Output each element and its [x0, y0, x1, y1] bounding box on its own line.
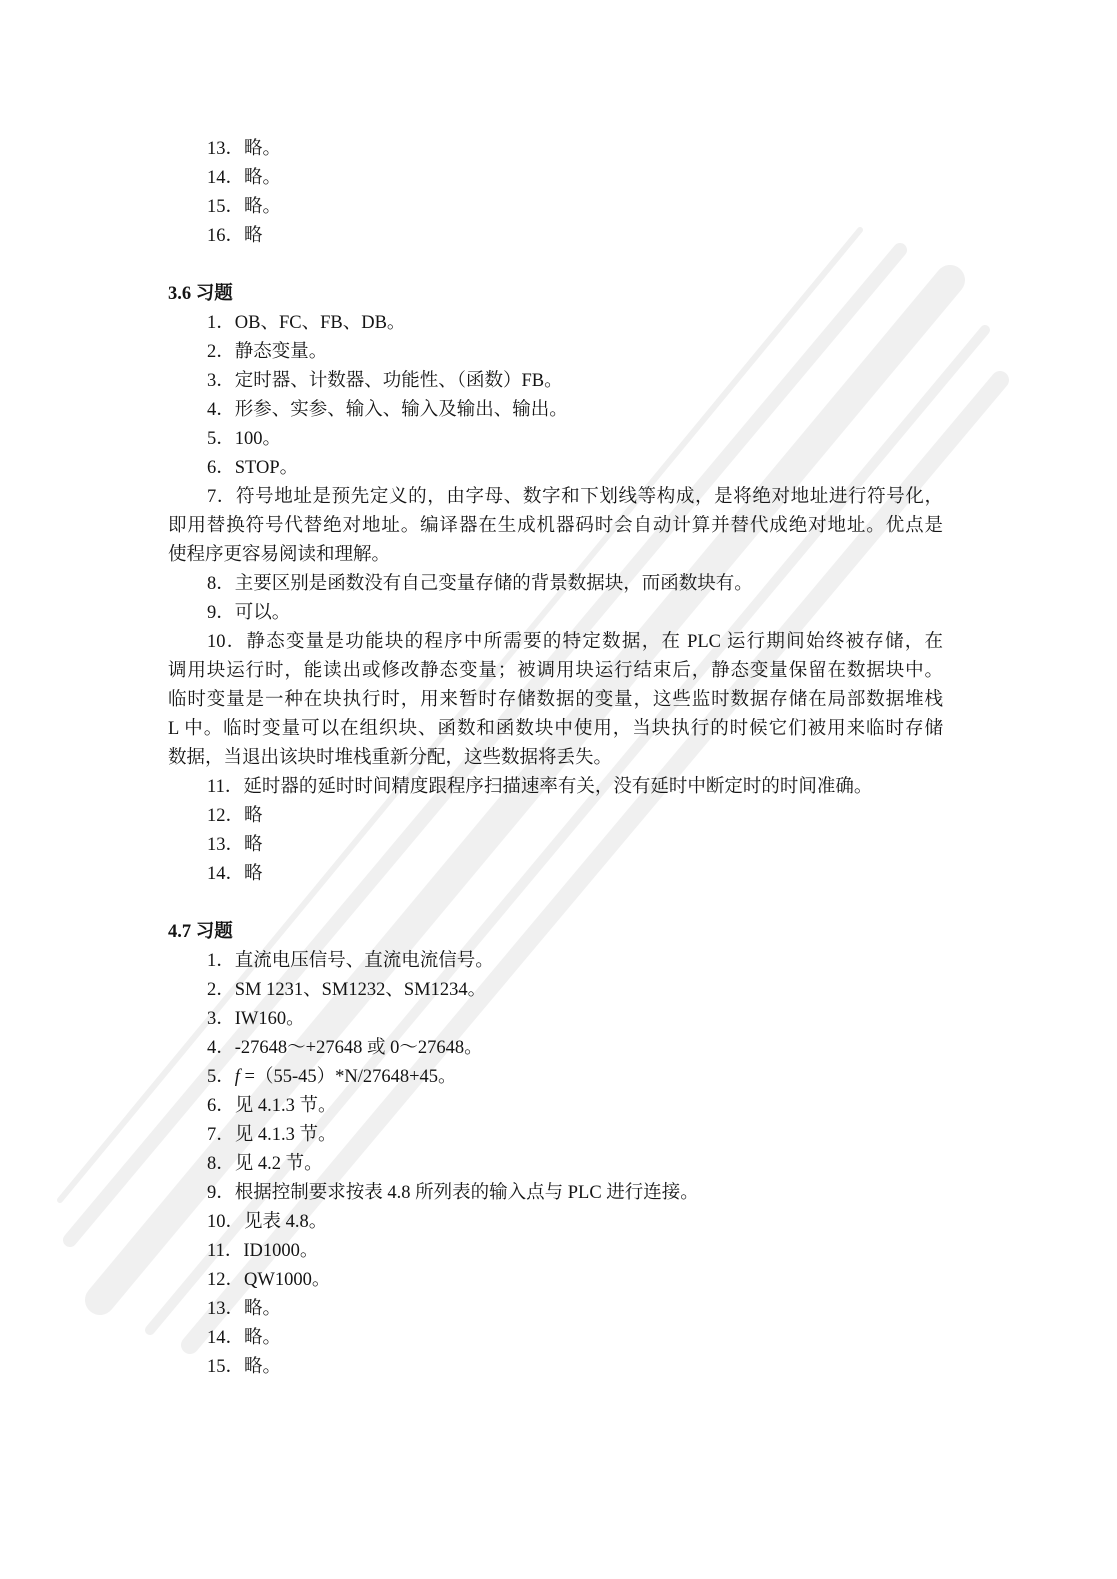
answer-line: L 中。临时变量可以在组织块、函数和函数块中使用，当块执行的时候它们被用来临时存储	[168, 719, 943, 739]
answer-line: 11．ID1000。	[207, 1241, 319, 1261]
answer-item	[168, 425, 943, 454]
answer-item	[168, 947, 943, 976]
answer-item	[168, 1266, 943, 1295]
answer-item	[168, 976, 943, 1005]
answer-line: 4．-27648～+27648 或 0～27648。	[207, 1038, 483, 1058]
answer-line: 14．略	[207, 864, 263, 884]
section-heading: 4.7 习题	[168, 922, 233, 942]
answer-line: 13．略。	[207, 139, 282, 159]
answer-item	[168, 1150, 943, 1179]
answer-item	[168, 1324, 943, 1353]
answer-line: 12．QW1000。	[207, 1270, 331, 1290]
answer-line: 9．可以。	[207, 603, 291, 623]
answer-line: 5．100。	[207, 429, 282, 449]
answer-item	[168, 483, 943, 570]
answer-line: 15．略。	[207, 1357, 282, 1377]
answer-line: 6．见 4.1.3 节。	[207, 1096, 337, 1116]
answer-item	[168, 454, 943, 483]
answer-item	[168, 135, 943, 164]
answer-item	[168, 1295, 943, 1324]
answer-line: 即用替换符号代替绝对地址。编译器在生成机器码时会自动计算并替代成绝对地址。优点是	[168, 516, 943, 536]
answer-line: 3．IW160。	[207, 1009, 305, 1029]
document-body	[168, 135, 943, 1382]
answer-item	[168, 1034, 943, 1063]
exercise-section	[168, 918, 943, 1382]
answer-item	[168, 1208, 943, 1237]
answer-line: 10．静态变量是功能块的程序中所需要的特定数据，在 PLC 运行期间始终被存储，在	[207, 632, 943, 652]
answer-line: 2．SM 1231、SM1232、SM1234。	[207, 980, 487, 1000]
answer-item	[168, 164, 943, 193]
answer-line: 6．STOP。	[207, 458, 299, 478]
answer-line: 16．略	[207, 226, 263, 246]
answer-item	[168, 1092, 943, 1121]
answer-item	[168, 628, 943, 773]
answer-line: 7．符号地址是预先定义的，由字母、数字和下划线等构成，是将绝对地址进行符号化，	[207, 487, 943, 507]
answer-line: 12．略	[207, 806, 263, 826]
text-run: 5．	[207, 1067, 235, 1087]
italic-variable: f	[234, 1067, 240, 1087]
answer-item	[168, 1063, 943, 1092]
answer-line: 4．形参、实参、输入、输入及输出、输出。	[207, 400, 568, 420]
answer-line: 14．略。	[207, 1328, 282, 1348]
answer-line: 15．略。	[207, 197, 282, 217]
answer-item	[168, 831, 943, 860]
answer-line: 8．见 4.2 节。	[207, 1154, 323, 1174]
answer-line: 使程序更容易阅读和理解。	[168, 545, 391, 565]
answer-line: 临时变量是一种在块执行时，用来暂时存储数据的变量，这些监时数据存储在局部数据堆栈	[168, 690, 943, 710]
answer-line: 13．略	[207, 835, 263, 855]
answer-line: 11．延时器的延时时间精度跟程序扫描速率有关，没有延时中断定时的时间准确。	[207, 777, 873, 797]
answer-item	[168, 1005, 943, 1034]
answer-item	[168, 599, 943, 628]
answer-item	[168, 338, 943, 367]
answer-line: 3．定时器、计数器、功能性、（函数）FB。	[207, 371, 563, 391]
answer-item	[168, 802, 943, 831]
answer-item	[168, 309, 943, 338]
answer-item	[168, 222, 943, 251]
answer-line: 1．直流电压信号、直流电流信号。	[207, 951, 494, 971]
answer-line: 1．OB、FC、FB、DB。	[207, 313, 406, 333]
answer-line: 9．根据控制要求按表 4.8 所列表的输入点与 PLC 进行连接。	[207, 1183, 699, 1203]
section-heading: 3.6 习题	[168, 284, 233, 304]
answer-line: 8．主要区别是函数没有自己变量存储的背景数据块，而函数块有。	[207, 574, 753, 594]
answer-item	[168, 193, 943, 222]
answer-line: 调用块运行时，能读出或修改静态变量；被调用块运行结束后，静态变量保留在数据块中。	[168, 661, 943, 681]
answer-item	[168, 1353, 943, 1382]
answer-line: 14．略。	[207, 168, 282, 188]
answer-item	[168, 1121, 943, 1150]
answer-continuation	[168, 135, 943, 251]
answer-item	[168, 1179, 943, 1208]
answer-line: 10．见表 4.8。	[207, 1212, 328, 1232]
answer-line: 2．静态变量。	[207, 342, 328, 362]
answer-item	[168, 860, 943, 889]
text-run: =（55-45）*N/27648+45。	[239, 1067, 457, 1087]
answer-item	[168, 367, 943, 396]
answer-line	[168, 1063, 943, 1092]
exercise-section	[168, 280, 943, 889]
answer-item	[168, 396, 943, 425]
answer-line: 13．略。	[207, 1299, 282, 1319]
answer-line: 7．见 4.1.3 节。	[207, 1125, 337, 1145]
answer-item	[168, 570, 943, 599]
answer-line: 数据，当退出该块时堆栈重新分配，这些数据将丢失。	[168, 748, 613, 768]
answer-item	[168, 773, 943, 802]
answer-item	[168, 1237, 943, 1266]
